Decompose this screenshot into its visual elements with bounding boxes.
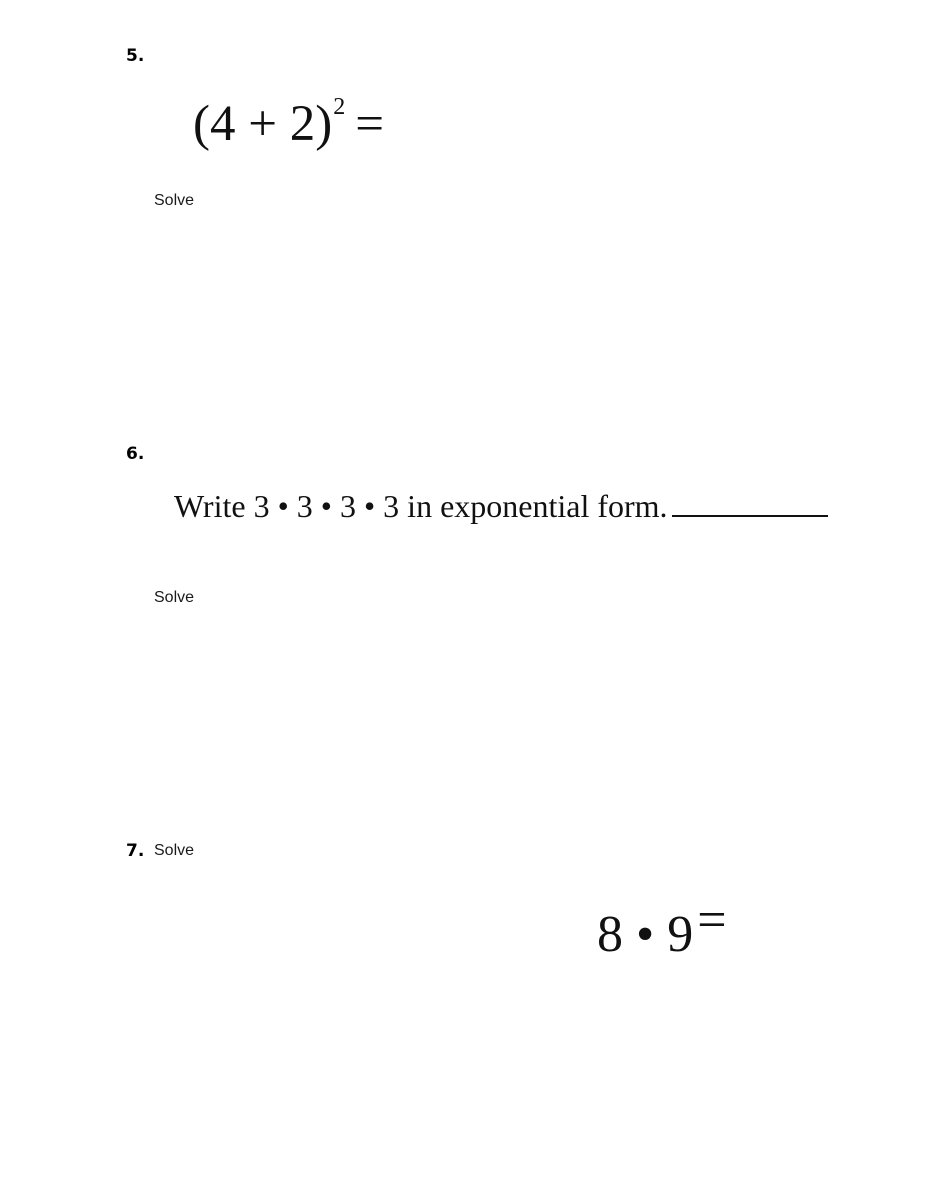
problem-6-instruction: Solve: [154, 589, 195, 606]
problem-7-instruction: Solve: [154, 842, 195, 859]
problem-7-expression: [597, 892, 727, 967]
problem-7-text: 8 • 9: [597, 906, 694, 963]
answer-blank-line: [672, 487, 828, 517]
problem-6-text: Write 3 • 3 • 3 • 3 in exponential form.: [174, 488, 668, 524]
problem-5-instruction: Solve: [154, 192, 195, 209]
problem-5-exponent: 2: [333, 94, 346, 120]
problem-5-base: (4 + 2): [193, 96, 333, 152]
problem-6-expression: [174, 486, 828, 526]
problem-7-equals: =: [697, 892, 727, 949]
problem-6-number: 6.: [126, 444, 145, 464]
problem-5-number: 5.: [126, 46, 145, 66]
problem-7-number: 7.: [126, 841, 145, 861]
problem-5-expression: [193, 92, 384, 165]
problem-5-equals: =: [355, 96, 384, 152]
